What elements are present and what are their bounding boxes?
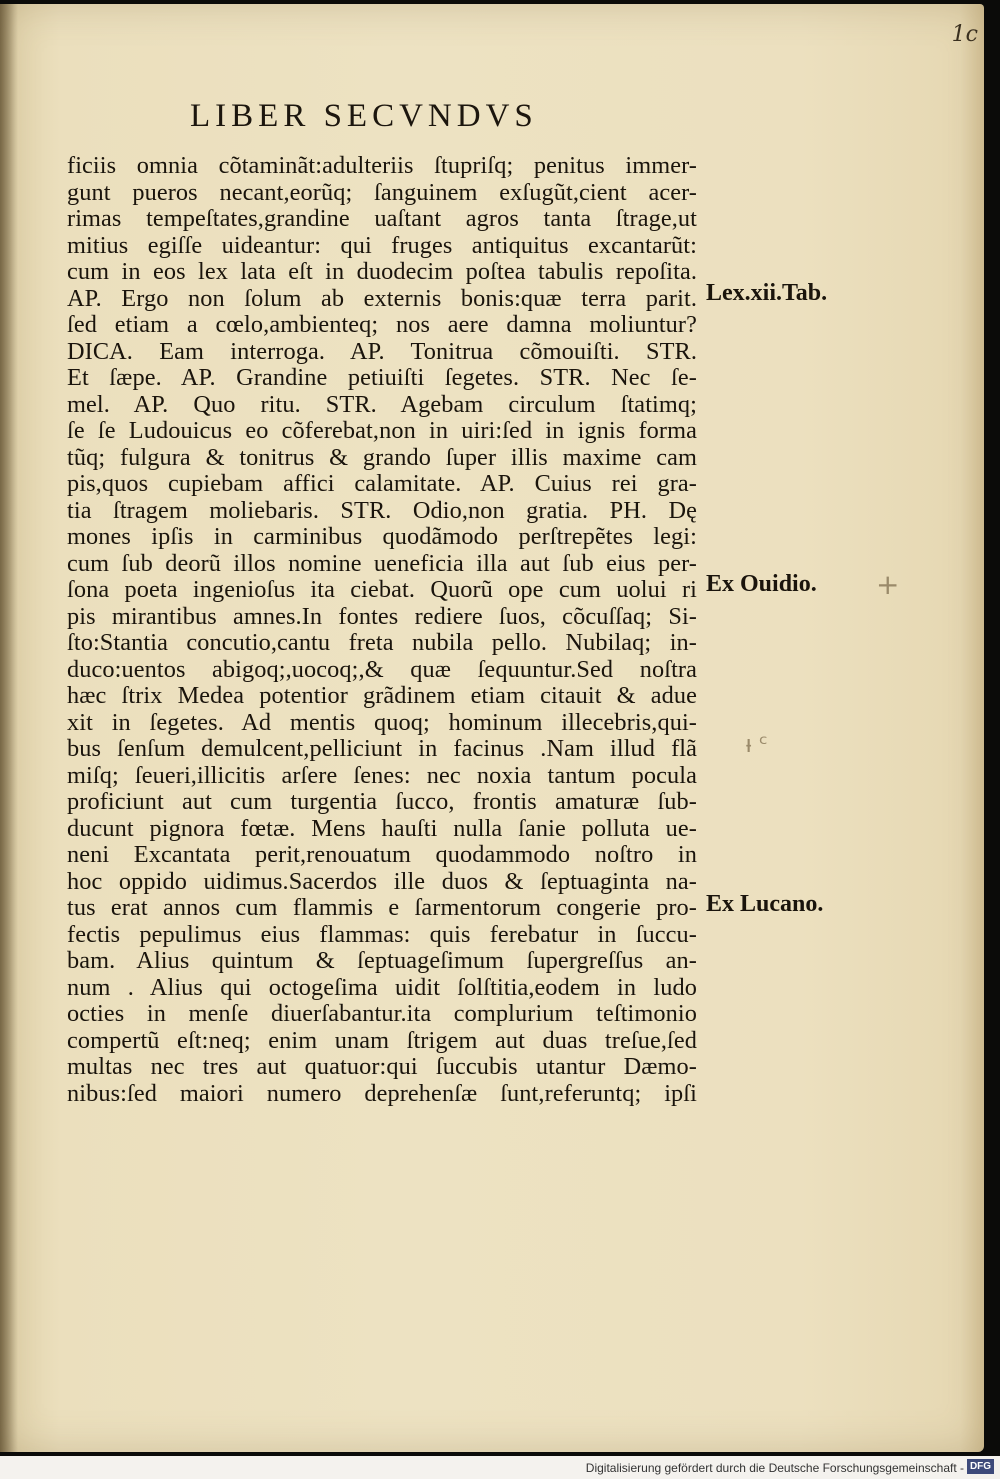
text-line: neni Excantata perit,renouatum quodammodo noſtro in — [67, 841, 697, 868]
text-line: num . Alius qui octogeſima uidit ſolſtitia,eodem in ludo — [67, 973, 697, 1001]
text-line: nibus:ſed maiori numero deprehenſæ ſunt,referuntq; ipſi — [67, 1079, 697, 1107]
text-line: gunt pueros necant,eorũq; ſanguinem exſugũt,cient acer- — [67, 178, 697, 206]
text-line: cum ſub deorũ illos nomine ueneficia illa aut ſub eius per- — [67, 549, 697, 577]
text-line: miſq; ſeueri,illicitis arſere ſenes: nec noxia tantum pocula — [67, 761, 697, 789]
marginal-note-lex: Lex.xii.Tab. — [706, 280, 828, 306]
text-line: DICA. Eam interroga. AP. Tonitrua cõmouiſti. STR. — [67, 337, 697, 365]
pencil-cross-mark: + — [876, 568, 900, 601]
text-line: tus erat annos cum flammis e ſarmentorum congerie pro- — [67, 894, 697, 921]
running-head: LIBER SECVNDVS — [190, 98, 538, 134]
pencil-mark: ᵼ ᶜ — [746, 730, 768, 758]
text-line: ſe ſe Ludouicus eo cõferebat,non in uiri:ſed in ignis forma — [67, 417, 697, 444]
text-line: compertũ eſt:neq; enim unam ſtrigem aut duas treſue,ſed — [67, 1026, 697, 1054]
text-line: octies in menſe diuerſabantur.ita complurium teſtimonio — [67, 1000, 697, 1027]
text-line: ſona poeta ingenioſus ita ciebat. Quorũ ope cum uolui ri — [67, 576, 697, 603]
text-line: hoc oppido uidimus.Sacerdos ille duos & ſeptuaginta na- — [67, 867, 697, 895]
marginal-note-ovid: Ex Ouidio. — [706, 571, 817, 597]
text-line: ducunt pignora fœtæ. Mens hauſti nulla ſanie polluta ue- — [67, 814, 697, 842]
text-line: multas nec tres aut quatuor:qui ſuccubis utantur Dæmo- — [67, 1053, 697, 1080]
body-text — [67, 153, 697, 1107]
folio-number: 1c — [951, 22, 978, 47]
text-line: ſto:Stantia concutio,cantu freta nubila pello. Nubilaq; in- — [67, 629, 697, 656]
text-line: fectis pepulimus eius flammas: quis ferebatur in ſuccu- — [67, 920, 697, 948]
text-line: duco:uentos abigoq;,uocoq;,& quæ ſequuntur.Sed noſtra — [67, 655, 697, 683]
text-line: mitius egiſſe uideantur: qui fruges antiquitus excantarũt: — [67, 231, 697, 259]
text-line: ficiis omnia cõtaminãt:adulteriis ſtupriſq; penitus immer- — [67, 152, 697, 179]
marginal-note-lucan: Ex Lucano. — [706, 891, 824, 917]
text-line: xit in ſegetes. Ad mentis quoq; hominum illecebris,qui- — [67, 708, 697, 736]
text-line: rimas tempeſtates,grandine uaſtant agros tanta ſtrage,ut — [67, 205, 697, 232]
dfg-logo: DFG — [967, 1459, 994, 1474]
text-line: bus ſenſum demulcent,pelliciunt in facinus .Nam illud flã — [67, 735, 697, 762]
text-line: Et ſæpe. AP. Grandine petiuiſti ſegetes. STR. Nec ſe- — [67, 364, 697, 391]
text-line: pis,quos cupiebam affici calamitate. AP. Cuius rei gra- — [67, 470, 697, 497]
gutter-shadow — [0, 4, 18, 1452]
text-line: tia ſtragem moliebaris. STR. Odio,non gratia. PH. Dę — [67, 496, 697, 524]
text-line: hæc ſtrix Medea potentior grãdinem etiam citauit & adue — [67, 682, 697, 709]
text-line: pis mirantibus amnes.In fontes rediere ſuos, cõcuſſaq; Si- — [67, 602, 697, 630]
text-line: proficiunt aut cum turgentia ſucco, frontis amaturæ ſub- — [67, 788, 697, 815]
text-line: AP. Ergo non ſolum ab externis bonis:quæ terra parit. — [67, 284, 697, 312]
footer-credit: Digitalisierung gefördert durch die Deutsche Forschungsgemeinschaft - — [585, 1461, 964, 1475]
text-line: ſed etiam a cœlo,ambienteq; nos aere damna moliuntur? — [67, 311, 697, 338]
text-line: mones ipſis in carminibus quodãmodo perſtrepẽtes legi: — [67, 523, 697, 550]
text-line: cum in eos lex lata eſt in duodecim poſtea tabulis repoſita. — [67, 258, 697, 285]
text-line: mel. AP. Quo ritu. STR. Agebam circulum ſtatimq; — [67, 390, 697, 418]
text-line: bam. Alius quintum & ſeptuageſimum ſupergreſſus an- — [67, 947, 697, 974]
text-line: tũq; fulgura & tonitrus & grando ſuper illis maxime cam — [67, 443, 697, 471]
